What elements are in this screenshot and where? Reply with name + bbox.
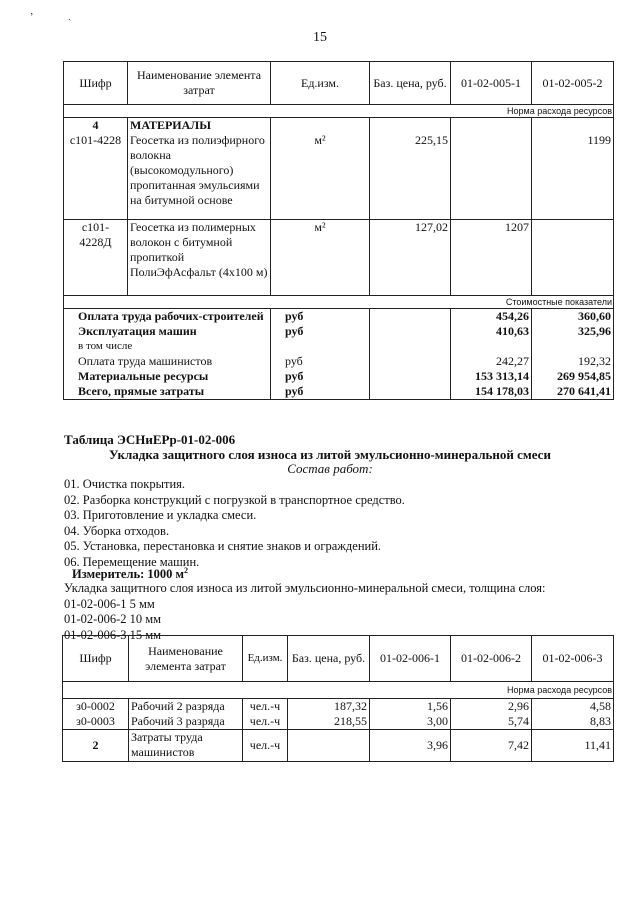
variant-line: 01-02-006-1 5 мм (64, 596, 155, 611)
scan-mark: ˎ (68, 10, 72, 21)
work-item: 06. Перемещение машин. (64, 554, 200, 569)
variant-2-value: 1199 (587, 133, 611, 147)
material-name-line: пропитанная эмульсиями (130, 178, 260, 192)
resource-variant-3: 4,58 (532, 699, 614, 715)
resource-base-price: 187,32 (288, 699, 370, 715)
col-header-variant-1: 01-02-006-1 (370, 636, 451, 682)
table-row (64, 220, 614, 296)
cost-variant-2: 360,60 (532, 309, 614, 325)
cost-name: в том числе (64, 339, 271, 354)
cost-variant-1: 454,26 (451, 309, 532, 325)
material-name-line: Геосетка из полимерных (130, 220, 256, 234)
band-resources-label: Норма расхода ресурсов (63, 682, 614, 699)
material-code-cell (64, 220, 128, 296)
cost-variant-1 (451, 339, 532, 354)
cost-variant-2 (532, 339, 614, 354)
resource-code: з0-0002 (63, 699, 129, 715)
table-row (64, 118, 614, 220)
work-item: 03. Приготовление и укладка смеси. (64, 508, 257, 522)
band-row (64, 105, 614, 118)
cost-base-price (370, 369, 451, 384)
work-item: 05. Установка, перестановка и снятие знаков и ограждений. (64, 539, 382, 553)
cost-row (64, 339, 614, 354)
total-unit: чел.-ч (243, 730, 288, 762)
resource-variant-2: 5,74 (451, 714, 532, 730)
works-list (64, 477, 405, 570)
unit-value: м² (314, 133, 326, 147)
cost-unit: руб (271, 384, 370, 400)
description-block (64, 581, 546, 643)
total-name-cell (129, 730, 243, 762)
resource-unit: чел.-ч (243, 714, 288, 730)
col-header-name: Наименование элемента затрат (129, 636, 243, 682)
col-header-base-price: Баз. цена, руб. (370, 62, 451, 105)
resource-unit: чел.-ч (243, 699, 288, 715)
section-code: 4 (92, 118, 99, 132)
cost-variant-1: 410,63 (451, 324, 532, 339)
total-variant-1: 3,96 (370, 730, 451, 762)
cost-variant-2: 325,96 (532, 324, 614, 339)
col-header-variant-1: 01-02-005-1 (451, 62, 532, 105)
col-header-variant-3: 01-02-006-3 (532, 636, 614, 682)
works-heading: Состав работ: (287, 461, 373, 476)
work-item: 02. Разборка конструкций с погрузкой в транспортное средство. (64, 492, 405, 507)
meter-label (72, 567, 188, 582)
cost-base-price (370, 324, 451, 339)
material-name-line: на битумной основе (130, 193, 233, 207)
norms-table-01-02-005 (63, 61, 614, 400)
total-code: 2 (63, 730, 129, 762)
resource-name: Рабочий 3 разряда (129, 714, 243, 730)
material-code: с101-4228 (69, 133, 122, 147)
col-header-unit: Ед.изм. (243, 636, 288, 682)
band-row (63, 682, 614, 699)
variant-line: 01-02-006-3 15 мм (64, 627, 162, 642)
table-row (63, 714, 614, 730)
resource-name: Рабочий 2 разряда (129, 699, 243, 715)
cost-row (64, 354, 614, 369)
page-number: 15 (313, 30, 327, 45)
variant-2-value (532, 220, 614, 296)
material-name-line: ПолиЭфАсфальт (4х100 м) (130, 265, 268, 279)
base-price-value: 225,15 (415, 133, 448, 147)
cost-unit: руб (271, 309, 370, 325)
cost-name: Всего, прямые затраты (64, 384, 271, 400)
description-text: Укладка защитного слоя износа из литой эмульсионно-минеральной смеси, толщина слоя: (64, 581, 546, 595)
section-title: МАТЕРИАЛЫ (130, 118, 211, 132)
meter-text: Измеритель: 1000 м (72, 567, 185, 581)
material-code-cell (64, 118, 128, 220)
band-costs-label: Стоимостные показатели (64, 296, 614, 309)
material-code-line: 4228Д (79, 235, 112, 249)
cost-name: Материальные ресурсы (64, 369, 271, 384)
resource-variant-3: 8,83 (532, 714, 614, 730)
section-title: Укладка защитного слоя износа из литой эмульсионно-минеральной смеси (109, 447, 551, 462)
col-header-variant-2: 01-02-005-2 (532, 62, 614, 105)
resource-variant-1: 1,56 (370, 699, 451, 715)
work-item: 01. Очистка покрытия. (64, 477, 186, 491)
cost-row (64, 309, 614, 325)
base-price-cell (370, 118, 451, 220)
cost-variant-1: 153 313,14 (451, 369, 532, 384)
base-price-value: 127,02 (370, 220, 451, 296)
col-header-base-price: Баз. цена, руб. (288, 636, 370, 682)
col-header-variant-2: 01-02-006-2 (451, 636, 532, 682)
cost-variant-2: 269 954,85 (532, 369, 614, 384)
cost-variant-2: 192,32 (532, 354, 614, 369)
cost-name: Оплата труда рабочих-строителей (64, 309, 271, 325)
material-name-line: пропиткой (130, 250, 185, 264)
cost-base-price (370, 354, 451, 369)
material-name-cell (128, 220, 271, 296)
table-header-row (64, 62, 614, 105)
cost-unit (271, 339, 370, 354)
total-name-line: машинистов (131, 745, 195, 759)
scan-mark: ʼ (30, 12, 34, 23)
cost-row (64, 384, 614, 400)
unit-cell (271, 118, 370, 220)
cost-name: Оплата труда машинистов (64, 354, 271, 369)
variant-1-cell (451, 118, 532, 220)
cost-base-price (370, 339, 451, 354)
col-header-unit: Ед.изм. (271, 62, 370, 105)
resource-variant-2: 2,96 (451, 699, 532, 715)
cost-unit: руб (271, 324, 370, 339)
cost-variant-1: 242,27 (451, 354, 532, 369)
meter-superscript: 2 (184, 565, 189, 575)
table-row (63, 699, 614, 715)
material-name-line: волокон с битумной (130, 235, 233, 249)
material-code-line: с101- (81, 220, 110, 234)
work-item: 04. Уборка отходов. (64, 523, 170, 538)
cost-unit: руб (271, 354, 370, 369)
col-header-code: Шифр (63, 636, 129, 682)
material-name-line: (высокомодульного) (130, 163, 234, 177)
cost-variant-2: 270 641,41 (532, 384, 614, 400)
band-row (64, 296, 614, 309)
resource-base-price: 218,55 (288, 714, 370, 730)
cost-unit: руб (271, 369, 370, 384)
band-resources-label: Норма расхода ресурсов (64, 105, 614, 118)
col-header-code: Шифр (64, 62, 128, 105)
total-variant-2: 7,42 (451, 730, 532, 762)
resource-variant-1: 3,00 (370, 714, 451, 730)
norms-table-01-02-006 (62, 635, 614, 762)
col-header-name: Наименование элемента затрат (128, 62, 271, 105)
resource-code: з0-0003 (63, 714, 129, 730)
table-header-row (63, 636, 614, 682)
variant-1-value: 1207 (451, 220, 532, 296)
material-name-cell (128, 118, 271, 220)
variant-line: 01-02-006-2 10 мм (64, 612, 162, 626)
unit-value: м² (271, 220, 370, 296)
material-name-line: волокна (130, 148, 171, 162)
cost-base-price (370, 384, 451, 400)
total-name-line: Затраты труда (131, 730, 203, 744)
cost-row (64, 324, 614, 339)
table-label: Таблица ЭСНиЕРр-01-02-006 (64, 432, 236, 447)
total-base-price (288, 730, 370, 762)
cost-variant-1: 154 178,03 (451, 384, 532, 400)
material-name-line: Геосетка из полиэфирного (130, 133, 265, 147)
total-row (63, 730, 614, 762)
cost-name: Эксплуатация машин (64, 324, 271, 339)
variant-2-cell (532, 118, 614, 220)
cost-row (64, 369, 614, 384)
cost-base-price (370, 309, 451, 325)
total-variant-3: 11,41 (532, 730, 614, 762)
